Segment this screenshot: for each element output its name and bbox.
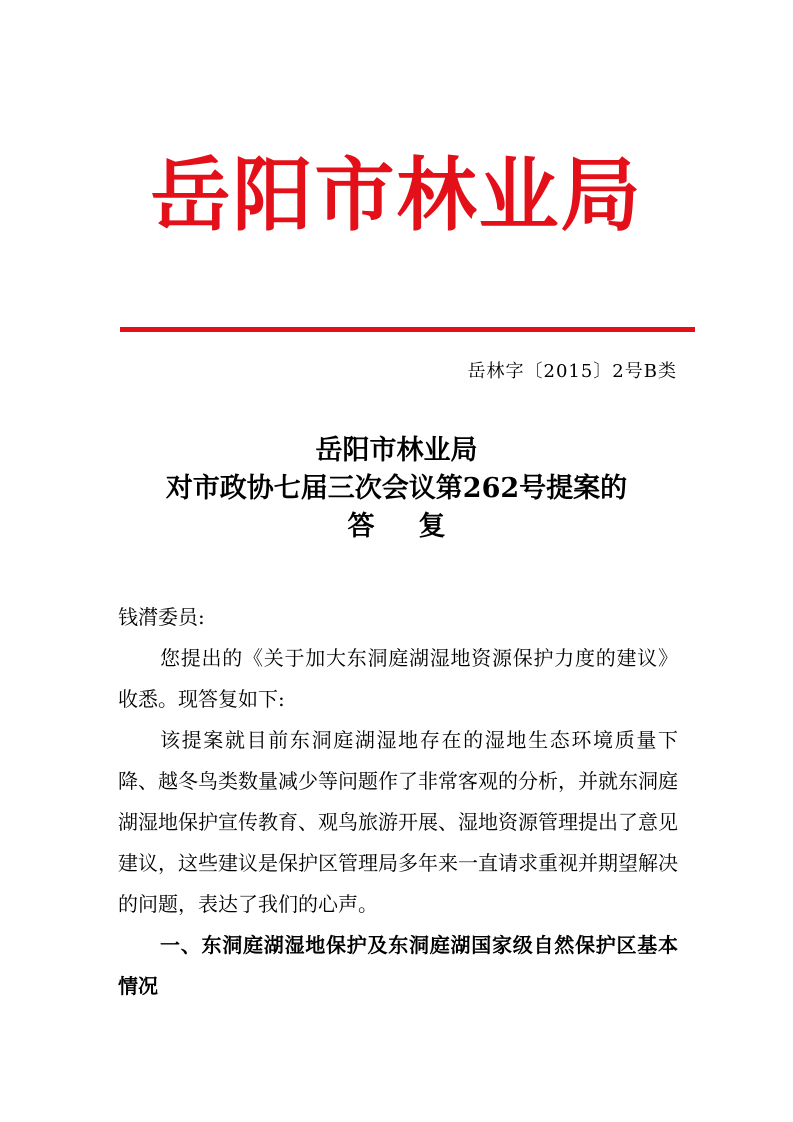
issuing-authority-header: 岳阳市林业局 xyxy=(150,148,643,242)
title-line-1: 岳阳市林业局 xyxy=(315,435,478,466)
paragraph-2: 该提案就目前东洞庭湖湿地存在的湿地生态环境质量下降、越冬鸟类数量减少等问题作了非常客观的分析，并就东洞庭湖湿地保护宣传教育、观鸟旅游开展、湿地资源管理提出了意见建议，这些建议是保护区管理局多年来一直请求重视并期望解决的问题，表达了我们的心声。 xyxy=(118,728,678,916)
document-title xyxy=(0,432,793,546)
document-body xyxy=(118,597,678,1007)
title-line-3: 答复 xyxy=(347,511,490,542)
paragraph-1: 您提出的《关于加大东洞庭湖湿地资源保护力度的建议》收悉。现答复如下: xyxy=(118,646,678,711)
red-separator-line xyxy=(120,327,695,332)
document-number: 岳林字〔2015〕2号B类 xyxy=(467,361,677,382)
salutation: 钱潸委员: xyxy=(118,605,205,629)
title-line-2: 对市政协七届三次会议第262号提案的 xyxy=(165,473,628,504)
section-1-heading: 一、东洞庭湖湿地保护及东洞庭湖国家级自然保护区基本情况 xyxy=(118,933,678,998)
